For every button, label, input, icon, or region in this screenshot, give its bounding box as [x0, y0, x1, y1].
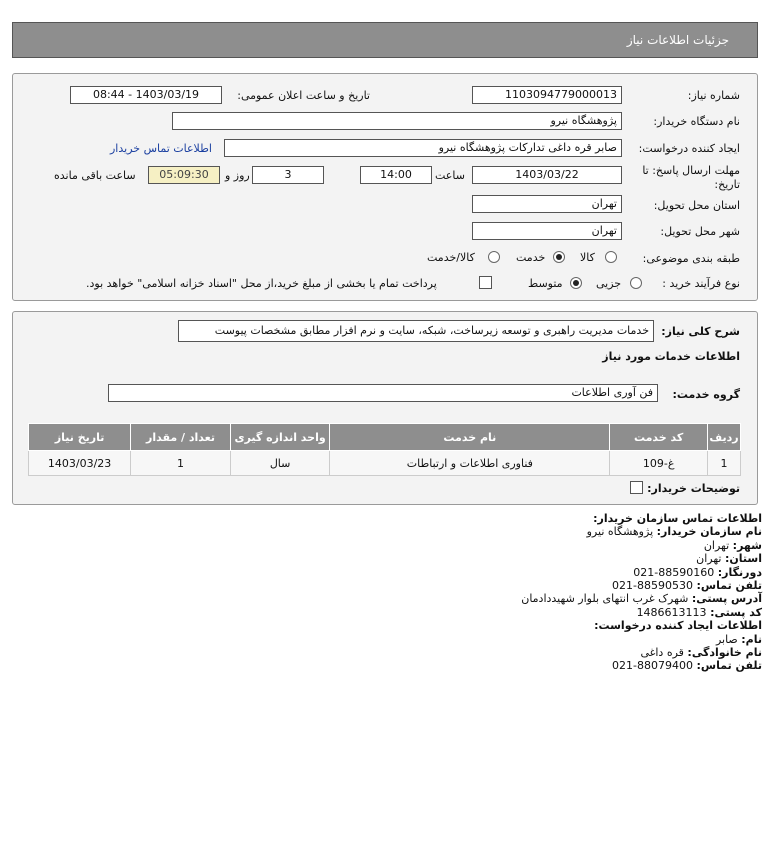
col-quantity: تعداد / مقدار [131, 424, 231, 451]
city-field[interactable]: تهران [472, 222, 622, 240]
creator-heading: اطلاعات ایجاد کننده درخواست: [594, 619, 762, 633]
buyer-contact-link[interactable]: اطلاعات تماس خریدار [110, 142, 212, 155]
service-group-field[interactable]: فن آوری اطلاعات [108, 384, 658, 402]
summary-field[interactable]: خدمات مدیریت راهبری و توسعه زیرساخت، شبکه، سایت و نرم افزار مطابق مشخصات پیوست [178, 320, 654, 342]
contact-org: نام سازمان خریدار: پژوهشگاه نیرو [586, 525, 762, 539]
contact-address: آدرس پستی: شهرک غرب انتهای بلوار شهیددادمان [521, 592, 762, 606]
buyer-org-label: نام دستگاه خریدار: [653, 115, 740, 128]
category-option-goods-service: کالا/خدمت [427, 251, 475, 264]
col-unit: واحد اندازه گیری [230, 424, 330, 451]
buyer-notes-label: توضیحات خریدار: [647, 482, 740, 495]
buyer-notes-checkbox[interactable] [630, 481, 643, 494]
contact-postal: کد پستی: 1486613113 [636, 605, 762, 619]
cell-unit: سال [230, 451, 330, 476]
process-option-minor: جزیی [596, 277, 622, 290]
creator-field[interactable]: صابر قره داغی تدارکات پژوهشگاه نیرو [224, 139, 622, 157]
announce-label: تاریخ و ساعت اعلان عمومی: [237, 89, 370, 102]
services-heading: اطلاعات خدمات مورد نیاز [602, 350, 740, 363]
services-table [28, 423, 741, 476]
province-field[interactable]: تهران [472, 195, 622, 213]
treasury-payment-checkbox[interactable] [479, 276, 492, 289]
summary-label: شرح کلی نیاز: [661, 325, 740, 338]
city-label: شهر محل تحویل: [660, 225, 740, 238]
cell-service-name: فناوری اطلاعات و ارتباطات [330, 451, 610, 476]
category-radio-goods[interactable] [605, 251, 617, 263]
process-option-medium: متوسط [528, 277, 563, 290]
treasury-payment-note: پرداخت تمام یا بخشی از مبلغ خرید،از محل "اسناد خزانه اسلامی" خواهد بود. [86, 277, 437, 290]
category-radio-service[interactable] [553, 251, 565, 263]
services-table-header [29, 424, 741, 451]
contact-info [521, 512, 762, 673]
category-label: طبقه بندی موضوعی: [642, 252, 740, 265]
cell-quantity: 1 [131, 451, 231, 476]
buyer-org-field[interactable]: پژوهشگاه نیرو [172, 112, 622, 130]
days-field[interactable]: 3 [252, 166, 324, 184]
col-service-code: کد خدمت [610, 424, 708, 451]
process-radio-minor[interactable] [630, 277, 642, 289]
page-header [12, 22, 758, 58]
col-row: ردیف [707, 424, 740, 451]
remaining-label: ساعت باقی مانده [54, 169, 136, 182]
creator-label: ایجاد کننده درخواست: [638, 142, 740, 155]
category-option-goods: کالا [580, 251, 595, 264]
contact-city: شهر: تهران [703, 538, 762, 552]
cell-row: 1 [707, 451, 740, 476]
days-label: روز و [225, 169, 250, 182]
table-row[interactable] [29, 451, 741, 476]
remaining-time-field: 05:09:30 [148, 166, 220, 184]
category-radio-goods-service[interactable] [488, 251, 500, 263]
need-details-panel [12, 73, 758, 301]
cell-need-date: 1403/03/23 [29, 451, 131, 476]
province-label: استان محل تحویل: [653, 199, 740, 212]
creator-phone: تلفن تماس: 88079400-021 [612, 659, 762, 673]
process-label: نوع فرآیند خرید : [662, 277, 740, 290]
need-number-label: شماره نیاز: [687, 89, 740, 102]
col-need-date: تاریخ نیاز [29, 424, 131, 451]
contact-heading: اطلاعات تماس سازمان خریدار: [593, 512, 762, 525]
creator-family: نام خانوادگی: قره داغی [640, 646, 762, 660]
contact-fax: دورنگار: 88590160-021 [633, 565, 762, 579]
deadline-time-field[interactable]: 14:00 [360, 166, 432, 184]
service-group-label: گروه خدمت: [672, 388, 740, 401]
process-radio-medium[interactable] [570, 277, 582, 289]
creator-name: نام: صابر [715, 632, 762, 646]
announce-field[interactable]: 1403/03/19 - 08:44 [70, 86, 222, 104]
page-title: جزئیات اطلاعات نیاز [626, 33, 729, 47]
need-number-field[interactable]: 1103094779000013 [472, 86, 622, 104]
col-service-name: نام خدمت [330, 424, 610, 451]
deadline-date-field[interactable]: 1403/03/22 [472, 166, 622, 184]
cell-service-code: غ-109 [610, 451, 708, 476]
deadline-time-label: ساعت [435, 169, 465, 182]
contact-province: استان: تهران [696, 552, 762, 566]
contact-phone: تلفن تماس: 88590530-021 [612, 579, 762, 593]
deadline-label-line2: تاریخ: [714, 178, 740, 191]
category-option-service: خدمت [516, 251, 546, 264]
deadline-label-line1: مهلت ارسال پاسخ: تا [642, 164, 740, 177]
